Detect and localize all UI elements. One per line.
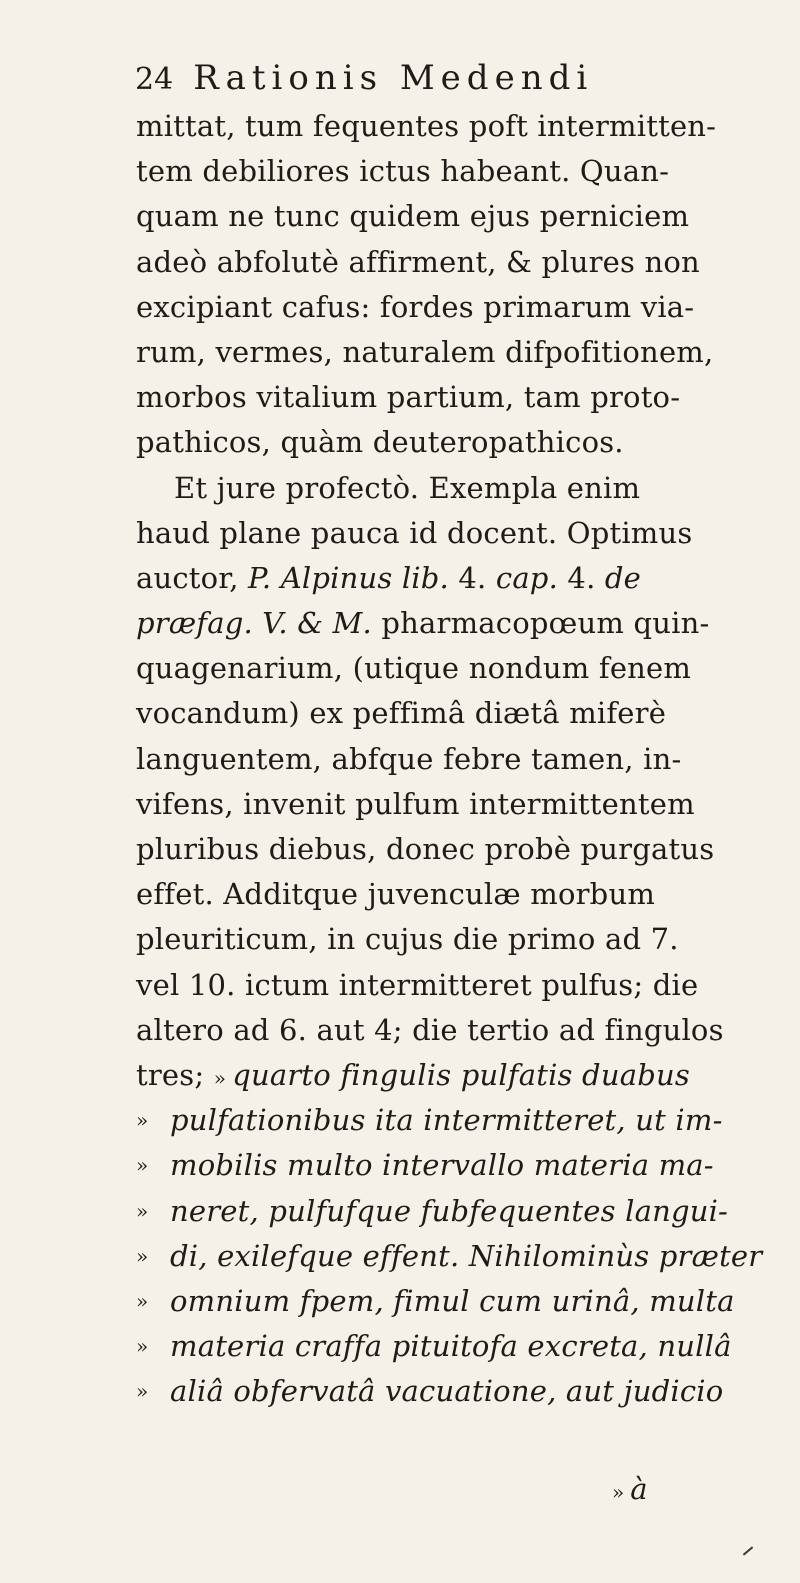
text-line: pathicos, quàm deuteropathicos. bbox=[136, 425, 624, 460]
quoted-line: » pulfationibus ita intermitteret, ut im- bbox=[136, 1098, 772, 1143]
quote-mark: » bbox=[136, 1288, 149, 1313]
catchword: » à bbox=[612, 1472, 648, 1506]
text-line: adeò abfolutè affirment, & plures non bbox=[136, 244, 700, 279]
quote-mark: » bbox=[136, 1243, 149, 1268]
text-line: altero ad 6. aut 4; die tertio ad fingulos bbox=[136, 1012, 724, 1047]
quoted-line: » omnium fpem, fimul cum urinâ, multa bbox=[136, 1279, 772, 1324]
text-line: mittat, tum fequentes poft intermitten- bbox=[136, 109, 717, 143]
quoted-line: » neret, pulfufque fubfequentes langui- bbox=[136, 1189, 772, 1234]
text-line: effet. Additque juvenculæ morbum bbox=[136, 877, 656, 912]
quote-mark: » bbox=[136, 1198, 149, 1223]
text-line: vel 10. ictum intermitteret pulfus; die bbox=[136, 967, 699, 1002]
text-line: auctor, P. Alpinus lib. 4. cap. 4. de bbox=[136, 560, 642, 595]
page-header bbox=[135, 58, 735, 98]
text-line: morbos vitalium partium, tam proto- bbox=[136, 380, 681, 415]
quoted-line: » di, exilefque effent. Nihilominùs præter bbox=[136, 1234, 772, 1279]
quoted-line: » mobilis multo intervallo materia ma- bbox=[136, 1143, 772, 1188]
quoted-line: » aliâ obfervatâ vacuatione, aut judicio bbox=[136, 1369, 772, 1414]
text-line: tem debiliores ictus habeant. Quan- bbox=[136, 154, 670, 189]
quote-mark: » bbox=[136, 1334, 149, 1359]
quoted-line: » materia craffa pituitofa excreta, nullâ bbox=[136, 1324, 772, 1369]
text-line: haud plane pauca id docent. Optimus bbox=[136, 515, 693, 550]
body-text bbox=[136, 104, 772, 1414]
text-line: excipiant cafus: fordes primarum via- bbox=[136, 289, 695, 324]
text-line: languentem, abfque febre tamen, in- bbox=[136, 741, 682, 776]
text-line: vifens, invenit pulfum intermittentem bbox=[136, 786, 695, 821]
text-line: pluribus diebus, donec probè purgatus bbox=[136, 832, 715, 866]
text-line: præfag. V. & M. pharmacopœum quin- bbox=[136, 606, 710, 641]
quote-mark: » bbox=[136, 1153, 149, 1178]
quote-mark: » bbox=[612, 1480, 625, 1504]
paragraph-start-line: Et jure profectò. Exempla enim bbox=[174, 470, 641, 505]
text-line: quagenarium, (utique nondum fenem bbox=[136, 651, 692, 686]
running-head: Rationis Medendi bbox=[193, 58, 594, 98]
text-line: quam ne tunc quidem ejus perniciem bbox=[136, 199, 690, 234]
quote-mark: » bbox=[213, 1065, 227, 1090]
page-number: 24 bbox=[135, 62, 174, 97]
text-line: vocandum) ex peffimâ diætâ miferè bbox=[136, 696, 667, 731]
quote-mark: » bbox=[136, 1379, 149, 1404]
text-line: rum, vermes, naturalem difpofitionem, bbox=[136, 334, 714, 369]
ink-mark bbox=[743, 1546, 753, 1555]
text-line: pleuriticum, in cujus die primo ad 7. bbox=[136, 922, 679, 957]
text-line: tres; » quarto fingulis pulfatis duabus bbox=[136, 1057, 690, 1092]
quote-mark: » bbox=[136, 1108, 149, 1133]
